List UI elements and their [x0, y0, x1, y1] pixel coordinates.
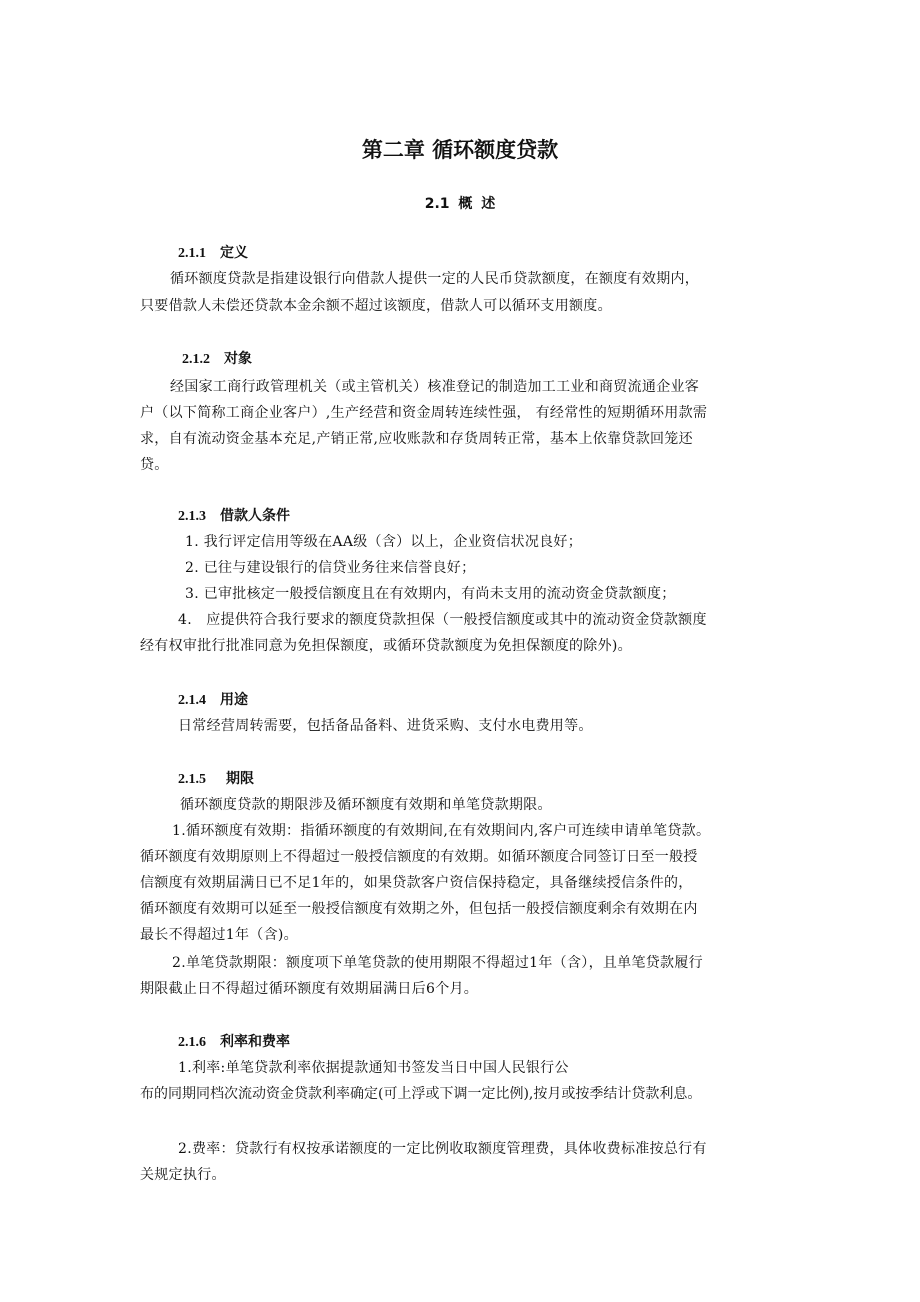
text-line: 循环额度贷款是指建设银行向借款人提供一定的人民币贷款额度，在额度有效期内， — [170, 271, 700, 287]
heading-2-1-1 — [178, 243, 248, 264]
text-line: 3. 已审批核定一般授信额度且在有效期内，有尚未支用的流动资金贷款额度； — [185, 586, 676, 602]
text-line: 只要借款人未偿还贷款本金余额不超过该额度，借款人可以循环支用额度。 — [140, 298, 612, 314]
text-line: 2. 已往与建设银行的信贷业务往来信誉良好； — [185, 560, 476, 576]
text-line: 1.循环额度有效期：指循环额度的有效期间,在有效期间内,客户可连续申请单笔贷款。 — [172, 823, 711, 839]
text-line: 经有权审批行批准同意为免担保额度，或循环贷款额度为免担保额度的除外)。 — [140, 638, 632, 654]
text-line: 4. 应提供符合我行要求的额度贷款担保（一般授信额度或其中的流动资金贷款额度 — [178, 612, 707, 628]
text-line: 循环额度有效期原则上不得超过一般授信额度的有效期。如循环额度合同签订日至一般授 — [140, 849, 698, 865]
text-line: 求，自有流动资金基本充足,产销正常,应收账款和存货周转正常，基本上依靠贷款回笼还 — [140, 431, 693, 447]
text-line: 布的同期同档次流动资金贷款利率确定(可上浮或下调一定比例),按月或按季结计贷款利息。 — [140, 1086, 702, 1102]
heading-text: 定义 — [220, 245, 248, 261]
text-line: 期限截止日不得超过循环额度有效期届满日后6个月。 — [140, 981, 479, 997]
heading-text: 用途 — [220, 692, 248, 708]
text-line: 日常经营周转需要，包括备品备料、进货采购、支付水电费用等。 — [178, 718, 593, 734]
heading-2-1-2 — [182, 349, 252, 370]
heading-2-1-3 — [178, 506, 290, 527]
text-line: 最长不得超过1年（含)。 — [140, 927, 298, 943]
heading-number: 2.1.4 — [178, 693, 206, 708]
text-line: 2.单笔贷款期限：额度项下单笔贷款的使用期限不得超过1年（含），且单笔贷款履行 — [172, 955, 703, 971]
heading-text: 对象 — [224, 351, 252, 367]
chapter-title: 第二章 循环额度贷款 — [361, 138, 559, 162]
text-line: 贷。 — [140, 457, 169, 473]
text-line: 2.费率：贷款行有权按承诺额度的一定比例收取额度管理费，具体收费标准按总行有 — [178, 1141, 707, 1157]
heading-text: 期限 — [226, 771, 254, 787]
heading-number: 2.1.5 — [178, 772, 206, 787]
text-line: 信额度有效期届满日已不足1年的，如果贷款客户资信保持稳定，具备继续授信条件的， — [140, 875, 693, 891]
text-line: 1.利率:单笔贷款利率依据提款通知书签发当日中国人民银行公 — [178, 1060, 569, 1076]
text-line: 1. 我行评定信用等级在AA级（含）以上，企业资信状况良好； — [185, 534, 583, 550]
text-line: 关规定执行。 — [140, 1167, 226, 1183]
heading-number: 2.1.2 — [182, 352, 210, 367]
heading-number: 2.1.3 — [178, 509, 206, 524]
section-title: 2.1 概 述 — [424, 196, 496, 212]
heading-2-1-4 — [178, 690, 248, 711]
heading-number: 2.1.1 — [178, 246, 206, 261]
heading-text: 借款人条件 — [220, 508, 290, 524]
heading-number: 2.1.6 — [178, 1035, 206, 1050]
heading-2-1-5 — [178, 769, 254, 790]
heading-text: 利率和费率 — [220, 1034, 290, 1050]
text-line: 经国家工商行政管理机关（或主管机关）核准登记的制造加工工业和商贸流通企业客 — [170, 379, 700, 395]
text-line: 循环额度贷款的期限涉及循环额度有效期和单笔贷款期限。 — [180, 797, 552, 813]
heading-2-1-6 — [178, 1032, 290, 1053]
text-line: 户（以下简称工商企业客户）,生产经营和资金周转连续性强， 有经常性的短期循环用款需 — [140, 405, 708, 421]
text-line: 循环额度有效期可以延至一般授信额度有效期之外，但包括一般授信额度剩余有效期在内 — [140, 901, 698, 917]
